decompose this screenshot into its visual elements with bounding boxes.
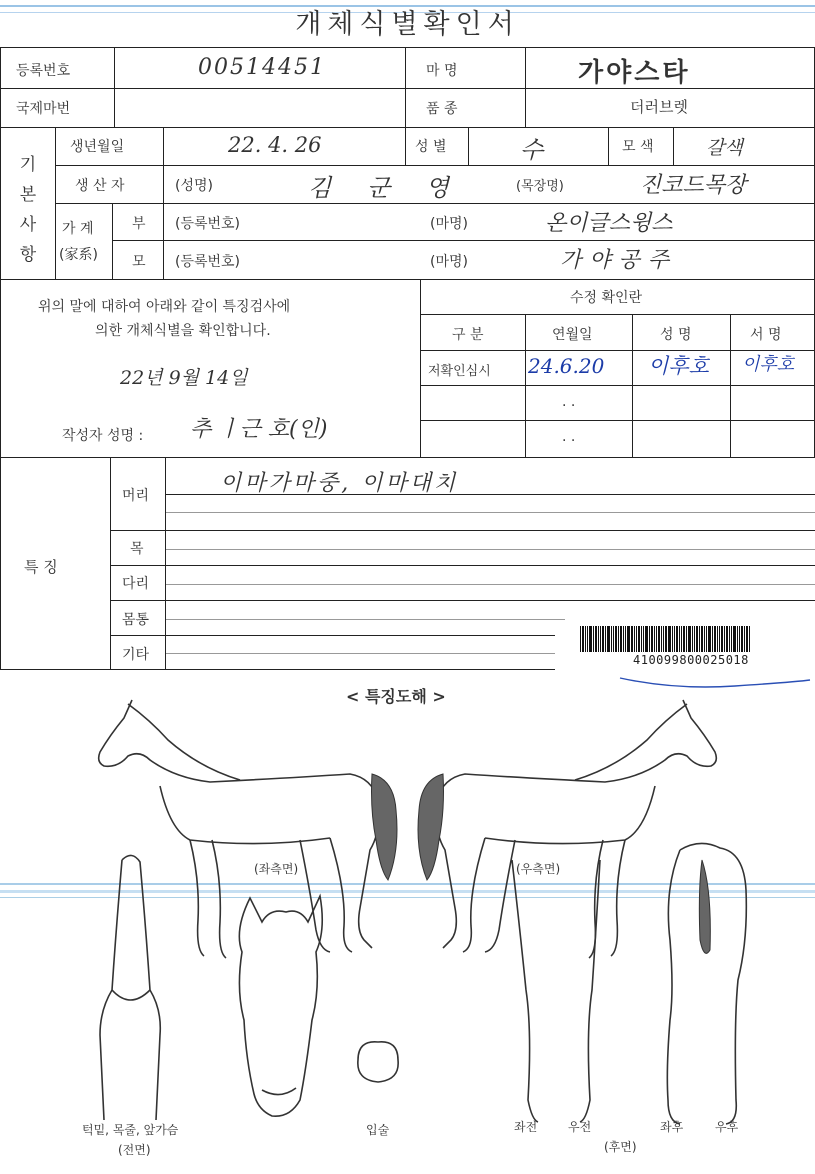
confirm-date: 22년 9월 14일 xyxy=(120,367,248,389)
left-fore-caption: 좌전 xyxy=(514,1120,538,1134)
front-view-caption: (전면) xyxy=(118,1143,151,1157)
horse-muzzle-icon xyxy=(358,1042,398,1082)
revision-row-sign: 이후호 xyxy=(742,354,795,375)
sire-regno-field: (등록번호) xyxy=(175,216,241,232)
reg-no-value: 00514451 xyxy=(198,55,326,80)
confirm-text-line2: 의한 개체식별을 확인합니다. xyxy=(95,323,271,339)
right-fore-caption: 우전 xyxy=(568,1120,592,1134)
horse-forelegs-icon xyxy=(512,860,600,1122)
ranch-field: (목장명) xyxy=(516,179,564,194)
document-title: 개체식별확인서 xyxy=(295,9,520,40)
dam-name-field: (마명) xyxy=(430,254,468,270)
diagram-title: < 특징도해 > xyxy=(346,687,446,706)
dam-label: 모 xyxy=(132,254,146,270)
barcode-number: 410099800025018 xyxy=(633,653,749,667)
breeder-label: 생 산 자 xyxy=(75,178,125,194)
revision-title: 수정 확인란 xyxy=(570,290,643,306)
revision-dots-row2: . . xyxy=(562,394,576,410)
horse-rear-view-icon xyxy=(667,843,746,1124)
horse-right-side-icon xyxy=(418,700,716,958)
horse-head-front-icon xyxy=(239,896,322,1116)
horse-left-side-icon xyxy=(99,700,397,958)
sex-label: 성 별 xyxy=(415,139,447,155)
revision-header-date: 연월일 xyxy=(552,327,593,343)
birth-value: 22. 4. 26 xyxy=(228,133,322,157)
rear-view-caption: (후면) xyxy=(604,1140,637,1154)
sire-label: 부 xyxy=(132,216,146,232)
intl-no-label: 국제마번 xyxy=(16,101,71,117)
birth-label: 생년월일 xyxy=(70,139,125,155)
confirm-text-line1: 위의 말에 대하여 아래와 같이 특징검사에 xyxy=(38,299,291,315)
horse-diagram xyxy=(0,690,815,1170)
horse-name-label: 마 명 xyxy=(426,63,458,79)
left-hind-caption: 좌후 xyxy=(660,1120,684,1134)
reg-no-label: 등록번호 xyxy=(16,63,71,79)
barcode-icon xyxy=(580,626,750,652)
revision-header-type: 구 분 xyxy=(452,327,484,343)
feature-body-label: 몸통 xyxy=(122,612,150,628)
feature-head-label: 머리 xyxy=(122,488,150,504)
sex-value: 수 xyxy=(520,136,544,164)
revision-row-date: 24.6.20 xyxy=(528,354,605,378)
dam-regno-field: (등록번호) xyxy=(175,254,241,270)
horse-front-view-icon xyxy=(100,855,160,1120)
feature-other-label: 기타 xyxy=(122,647,150,663)
dam-name-value: 가야공주 xyxy=(560,248,678,273)
features-section-label: 특 징 xyxy=(24,558,58,576)
revision-header-sign: 서 명 xyxy=(750,327,782,343)
basic-section-label: 기본사항 xyxy=(19,155,37,265)
breeder-name-field: (성명) xyxy=(175,178,213,194)
sire-name-field: (마명) xyxy=(430,216,468,232)
color-label: 모 색 xyxy=(622,139,654,155)
horse-name-value: 가야스타 xyxy=(578,58,691,88)
ranch-value: 진코드목장 xyxy=(640,173,747,198)
right-hind-caption: 우후 xyxy=(715,1120,739,1134)
feature-head-value: 이마가마중, 이마대치 xyxy=(220,471,459,496)
revision-row-type: 저확인심시 xyxy=(428,364,491,379)
right-side-caption: (우측면) xyxy=(516,862,561,876)
muzzle-caption: 입술 xyxy=(366,1123,390,1137)
revision-dots-row3: . . xyxy=(562,429,576,445)
breeder-name-value: 김 군 영 xyxy=(308,174,463,202)
left-side-caption: (좌측면) xyxy=(254,862,299,876)
pedigree-hanja: (家系) xyxy=(59,247,98,263)
breed-label: 품 종 xyxy=(426,101,458,117)
feature-legs-label: 다리 xyxy=(122,576,150,592)
pedigree-label: 가 계 xyxy=(62,221,94,237)
writer-label: 작성자 성명 : xyxy=(62,428,144,444)
breed-value: 더러브렛 xyxy=(630,98,688,116)
color-value: 갈색 xyxy=(706,137,743,159)
writer-signature: 추 ㅣ근 호(인) xyxy=(190,417,328,442)
revision-header-name: 성 명 xyxy=(660,327,692,343)
revision-row-name: 이후호 xyxy=(648,354,709,378)
sire-name-value: 온이글스윙스 xyxy=(545,211,673,236)
front-parts-caption: 턱밑, 목줄, 앞가슴 xyxy=(82,1123,179,1137)
feature-neck-label: 목 xyxy=(130,541,144,557)
